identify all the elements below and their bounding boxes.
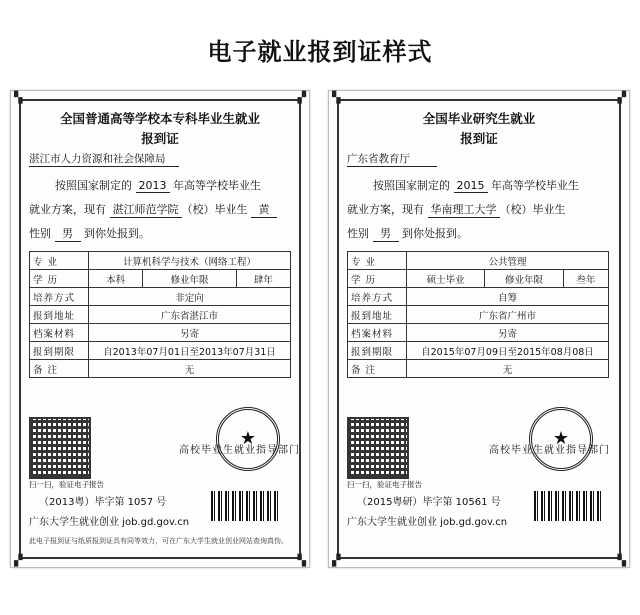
body-line-1: 按照国家制定的 2015 年高等学校毕业生 xyxy=(373,179,579,192)
issuing-department: 高校毕业生就业指导部门 xyxy=(489,445,610,456)
certificate-title: 全国普通高等学校本专科毕业生就业 xyxy=(59,111,260,126)
table-row: 学 历 硕士毕业 修业年限 叁年 xyxy=(348,270,609,288)
issuer: 广东省教育厅 xyxy=(347,153,410,165)
body-line-2: 就业方案，现有 华南理工大学 （校）毕业生 xyxy=(347,203,566,216)
table-row: 报到地址 广东省广州市 xyxy=(348,306,609,324)
issuer: 湛江市人力资源和社会保障局 xyxy=(29,153,166,165)
table-row: 报到期限 自2013年07月01日至2013年07月31日 xyxy=(30,342,291,360)
corner-ornament-icon: ▞ xyxy=(14,554,23,567)
certificate-subtitle: 报到证 xyxy=(460,131,498,146)
table-row: 报到期限 自2015年07月09日至2015年08月08日 xyxy=(348,342,609,360)
body-line-3: 性别 男 到你处报到。 xyxy=(347,227,468,240)
body-line-1: 按照国家制定的 2013 年高等学校毕业生 xyxy=(55,179,261,192)
corner-ornament-icon: ▞ xyxy=(297,91,306,104)
table-row: 培养方式 非定向 xyxy=(30,288,291,306)
certificate-number: （2015粤研）毕字第 10561 号 xyxy=(357,497,501,508)
certificate-title: 全国毕业研究生就业 xyxy=(422,111,536,126)
table-row: 档案材料 另寄 xyxy=(348,324,609,342)
barcode-icon xyxy=(534,491,604,521)
corner-ornament-icon: ▚ xyxy=(14,91,23,104)
official-seal-icon: ★ xyxy=(216,407,280,471)
table-row: 专 业 计算机科学与技术（网络工程） xyxy=(30,252,291,270)
corner-ornament-icon: ▚ xyxy=(617,554,626,567)
info-table xyxy=(29,251,291,378)
issuer-underline xyxy=(29,166,179,167)
certificate-left xyxy=(10,90,310,568)
certificate-number: （2013粤）毕字第 1057 号 xyxy=(39,497,167,508)
gender-value: 男 xyxy=(373,225,399,242)
table-row: 备 注 无 xyxy=(30,360,291,378)
school-value: 华南理工大学 xyxy=(428,201,500,218)
year-value: 2015 xyxy=(454,179,488,193)
corner-ornament-icon: ▚ xyxy=(297,554,306,567)
corner-ornament-icon: ▚ xyxy=(332,91,341,104)
issuing-department: 高校毕业生就业指导部门 xyxy=(179,445,300,456)
fine-print: 此电子报到证与纸质报到证具有同等效力，可在广东大学生就业创业网站查询真伪。 xyxy=(29,537,288,545)
year-value: 2013 xyxy=(136,179,170,193)
qr-caption: 扫一扫，验证电子报告 xyxy=(347,480,422,489)
qr-code-icon[interactable] xyxy=(29,417,91,479)
table-row: 专 业 公共管理 xyxy=(348,252,609,270)
table-row: 备 注 无 xyxy=(348,360,609,378)
corner-ornament-icon: ▞ xyxy=(332,554,341,567)
table-row: 学 历 本科 修业年限 肆年 xyxy=(30,270,291,288)
school-value: 湛江师范学院 xyxy=(110,201,182,218)
body-line-2: 就业方案，现有 湛江师范学院 （校）毕业生 黄 xyxy=(29,201,277,218)
gender-value: 男 xyxy=(55,225,81,242)
issuer-underline xyxy=(347,166,437,167)
certificate-subtitle: 报到证 xyxy=(141,131,179,146)
qr-caption: 扫一扫，验证电子报告 xyxy=(29,480,104,489)
info-table xyxy=(347,251,609,378)
barcode-icon xyxy=(211,491,281,521)
website-line: 广东大学生就业创业 job.gd.gov.cn xyxy=(347,517,508,528)
official-seal-icon: ★ xyxy=(529,407,593,471)
qr-code-icon[interactable] xyxy=(347,417,409,479)
table-row: 报到地址 广东省湛江市 xyxy=(30,306,291,324)
table-row: 培养方式 自筹 xyxy=(348,288,609,306)
page-title: 电子就业报到证样式 xyxy=(207,38,433,66)
website-line: 广东大学生就业创业 job.gd.gov.cn xyxy=(29,517,190,528)
student-name: 黄 xyxy=(251,201,277,218)
body-line-3: 性别 男 到你处报到。 xyxy=(29,227,150,240)
table-row: 档案材料 另寄 xyxy=(30,324,291,342)
corner-ornament-icon: ▞ xyxy=(617,91,626,104)
certificate-right xyxy=(328,90,630,568)
